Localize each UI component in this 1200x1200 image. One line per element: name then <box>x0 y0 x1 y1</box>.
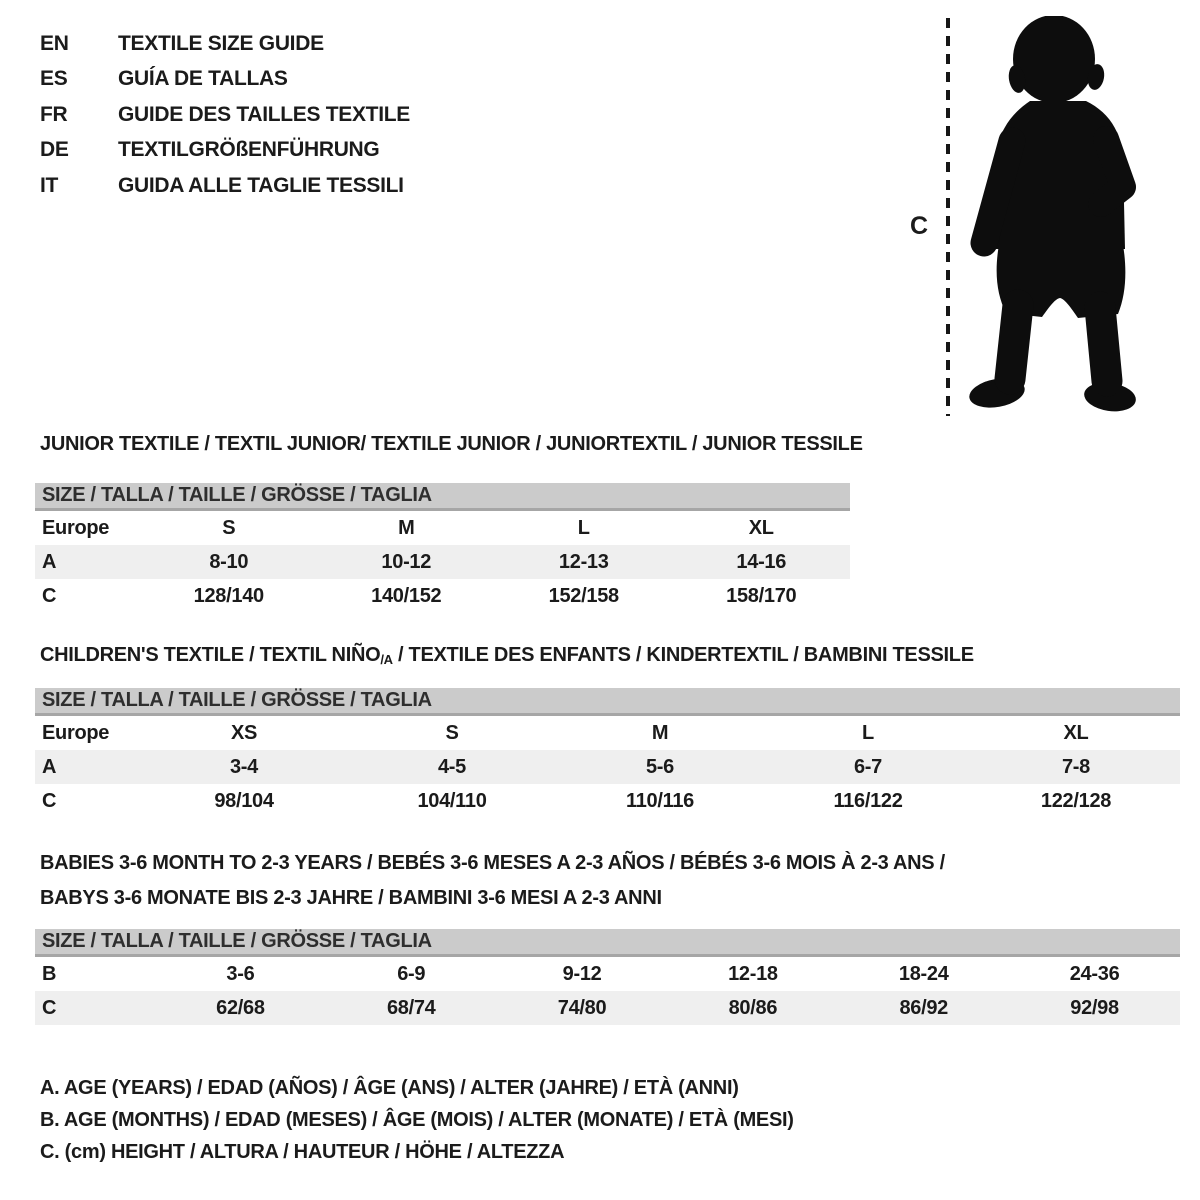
table-cell: 74/80 <box>557 996 607 1019</box>
row-label: B <box>42 962 57 985</box>
table-cell: 4-5 <box>437 755 466 778</box>
table-cell: 8-10 <box>209 550 249 573</box>
language-row <box>40 97 410 133</box>
children-title-subscript: /A <box>380 652 393 667</box>
language-header <box>40 26 410 204</box>
height-measure-label: C <box>910 212 928 240</box>
language-row <box>40 26 410 62</box>
table-row <box>35 579 850 613</box>
table-cell: 140/152 <box>371 584 442 607</box>
table-row <box>35 511 850 545</box>
table-cell: L <box>577 516 590 539</box>
language-title: TEXTILE SIZE GUIDE <box>118 31 324 55</box>
legend <box>40 1072 794 1168</box>
table-cell: 116/122 <box>833 789 903 812</box>
table-row <box>35 750 1180 784</box>
table-row <box>35 784 1180 818</box>
table-row <box>35 957 1180 991</box>
table-cell: L <box>862 721 874 744</box>
table-cell: 9-12 <box>562 962 602 985</box>
table-cell: 110/116 <box>626 789 694 812</box>
table-cell: 80/86 <box>728 996 778 1019</box>
babies-title-line1: BABIES 3-6 MONTH TO 2-3 YEARS / BEBÉS 3-6 MESES A 2-3 AÑOS / BÉBÉS 3-6 MOIS À 2-3 ANS / <box>40 852 945 874</box>
language-title: GUÍA DE TALLAS <box>118 67 288 91</box>
row-label: A <box>42 755 57 778</box>
table-cell: S <box>222 516 236 539</box>
row-label: Europe <box>42 516 110 539</box>
table-cell: 7-8 <box>1061 755 1090 778</box>
table-cell: 158/170 <box>726 584 797 607</box>
table-row <box>35 716 1180 750</box>
table-row <box>35 545 850 579</box>
language-code: IT <box>40 173 59 197</box>
language-code: EN <box>40 31 69 55</box>
legend-line-b: B. AGE (MONTHS) / EDAD (MESES) / ÂGE (MOIS) / ALTER (MONATE) / ETÀ (MESI) <box>40 1109 794 1131</box>
table-cell: 122/128 <box>1040 789 1112 812</box>
table-cell: XS <box>230 721 258 744</box>
table-cell: XL <box>1063 721 1089 744</box>
legend-line-c: C. (cm) HEIGHT / ALTURA / HAUTEUR / HÖHE / ALTEZZA <box>40 1141 565 1163</box>
children-size-table <box>35 688 1180 818</box>
height-dashed-line <box>946 18 950 416</box>
size-header-bar: SIZE / TALLA / TAILLE / GRÖSSE / TAGLIA <box>35 929 1180 957</box>
language-title: TEXTILGRÖßENFÜHRUNG <box>118 138 380 162</box>
language-code: ES <box>40 67 68 91</box>
table-cell: 62/68 <box>216 996 265 1019</box>
junior-size-table <box>35 483 850 613</box>
table-cell: 92/98 <box>1070 996 1119 1019</box>
language-title: GUIDE DES TAILLES TEXTILE <box>118 102 410 126</box>
babies-size-table <box>35 929 1180 1025</box>
table-cell: 68/74 <box>386 996 436 1019</box>
table-cell: 10-12 <box>381 550 432 573</box>
table-cell: 14-16 <box>736 550 787 573</box>
language-row <box>40 168 410 204</box>
size-header-bar: SIZE / TALLA / TAILLE / GRÖSSE / TAGLIA <box>35 688 1180 716</box>
table-cell: 12-18 <box>728 962 778 985</box>
language-code: DE <box>40 138 69 162</box>
language-code: FR <box>40 102 68 126</box>
row-label: C <box>42 996 57 1019</box>
row-label: A <box>42 550 57 573</box>
table-cell: 6-7 <box>853 755 882 778</box>
language-row <box>40 133 410 169</box>
table-cell: S <box>445 721 459 744</box>
table-cell: 12-13 <box>558 550 609 573</box>
table-cell: 3-4 <box>229 755 258 778</box>
babies-title-line2: BABYS 3-6 MONATE BIS 2-3 JAHRE / BAMBINI 3-6 MESI A 2-3 ANNI <box>40 887 662 909</box>
table-cell: XL <box>748 516 774 539</box>
children-title-text: / TEXTILE DES ENFANTS / KINDERTEXTIL / BAMBINI TESSILE <box>392 644 974 666</box>
row-label: Europe <box>42 721 110 744</box>
legend-line-a: A. AGE (YEARS) / EDAD (AÑOS) / ÂGE (ANS) / ALTER (JAHRE) / ETÀ (ANNI) <box>40 1077 739 1099</box>
toddler-silhouette <box>960 16 1140 418</box>
table-cell: M <box>651 721 669 744</box>
table-cell: 104/110 <box>417 789 487 812</box>
table-cell: 128/140 <box>193 584 264 607</box>
table-cell: M <box>398 516 415 539</box>
table-cell: 18-24 <box>898 962 949 985</box>
size-header-bar: SIZE / TALLA / TAILLE / GRÖSSE / TAGLIA <box>35 483 850 511</box>
babies-section-title <box>40 846 945 916</box>
junior-section-title: JUNIOR TEXTILE / TEXTIL JUNIOR/ TEXTILE JUNIOR / JUNIORTEXTIL / JUNIOR TESSILE <box>40 433 863 455</box>
children-title-text: CHILDREN'S TEXTILE / TEXTIL NIÑO <box>40 644 381 666</box>
table-cell: 86/92 <box>899 996 948 1019</box>
row-label: C <box>42 584 57 607</box>
table-cell: 24-36 <box>1069 962 1120 985</box>
table-cell: 6-9 <box>397 962 426 985</box>
language-title: GUIDA ALLE TAGLIE TESSILI <box>118 173 404 197</box>
table-cell: 98/104 <box>214 789 274 812</box>
table-cell: 5-6 <box>645 755 674 778</box>
table-cell: 3-6 <box>226 962 255 985</box>
table-row <box>35 991 1180 1025</box>
language-row <box>40 62 410 98</box>
row-label: C <box>42 789 57 812</box>
table-cell: 152/158 <box>548 584 619 607</box>
children-section-title <box>40 644 974 667</box>
